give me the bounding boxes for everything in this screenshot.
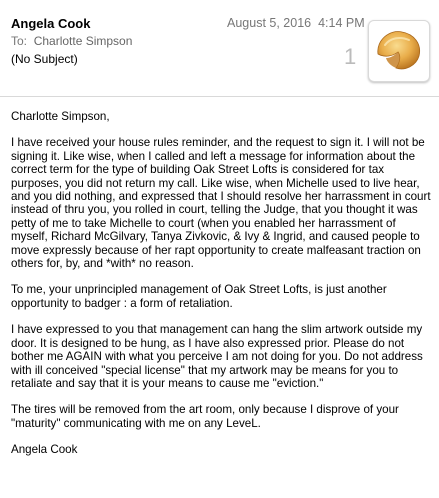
recipient-row xyxy=(11,34,132,48)
message-date xyxy=(227,16,365,30)
sender-name[interactable]: Angela Cook xyxy=(11,16,91,31)
body-paragraph: To me, your unprincipled management of Oak Street Lofts, is just another opportunity to badger : a form of retaliation. xyxy=(11,283,387,310)
message-date-day: August 5, 2016 xyxy=(227,16,312,30)
sender-avatar xyxy=(368,20,430,82)
greeting: Charlotte Simpson, xyxy=(11,110,110,123)
to-label: To: xyxy=(11,34,28,48)
signature: Angela Cook xyxy=(11,443,78,457)
message-subject: (No Subject) xyxy=(11,52,78,66)
message-count: 1 xyxy=(344,44,357,69)
header-divider xyxy=(0,96,439,97)
body-paragraph: I have expressed to you that management can hang the slim artwork outside my door. It is designed to be hung, as I have also expressed prior. Please do not bother me AGAIN with what you perceive I am not doing for you. Do not address with ill conceived "special license" that my artwork may be means for you to retaliate and say that it is your means to cause me "eviction." xyxy=(11,323,423,390)
body-paragraph: The tires will be removed from the art room, only because I disprove of your "maturity" communicating with me on any LeveL. xyxy=(11,403,399,430)
recipient-name[interactable]: Charlotte Simpson xyxy=(33,34,133,48)
message-header xyxy=(0,0,439,96)
body-paragraph: I have received your house rules reminder, and the request to sign it. I will not be signing it. Like wise, when I called and left a message for information about the correct term for the type of building Oak Street Lofts is considered for tax purposes, you did not return my call. Like wise, when Michelle used to live hear, and you did nothing, and expressed that I should resolve her harrassment in court instead of thru you, you rolled in court, telling the Judge, that you thought it was petty of me to take Michelle to court (when you enabled her harrassment of myself, Richard McGilvary, Tanya Zivkovic, & Ivy & Ingrid, and caused people to move expressly because of her rapt opportunity to create malfeasant traction on others for, by, and *with* no reason. xyxy=(11,136,431,271)
message-body xyxy=(11,110,431,470)
message-time: 4:14 PM xyxy=(318,16,365,30)
fortune-cookie-icon xyxy=(369,21,429,81)
